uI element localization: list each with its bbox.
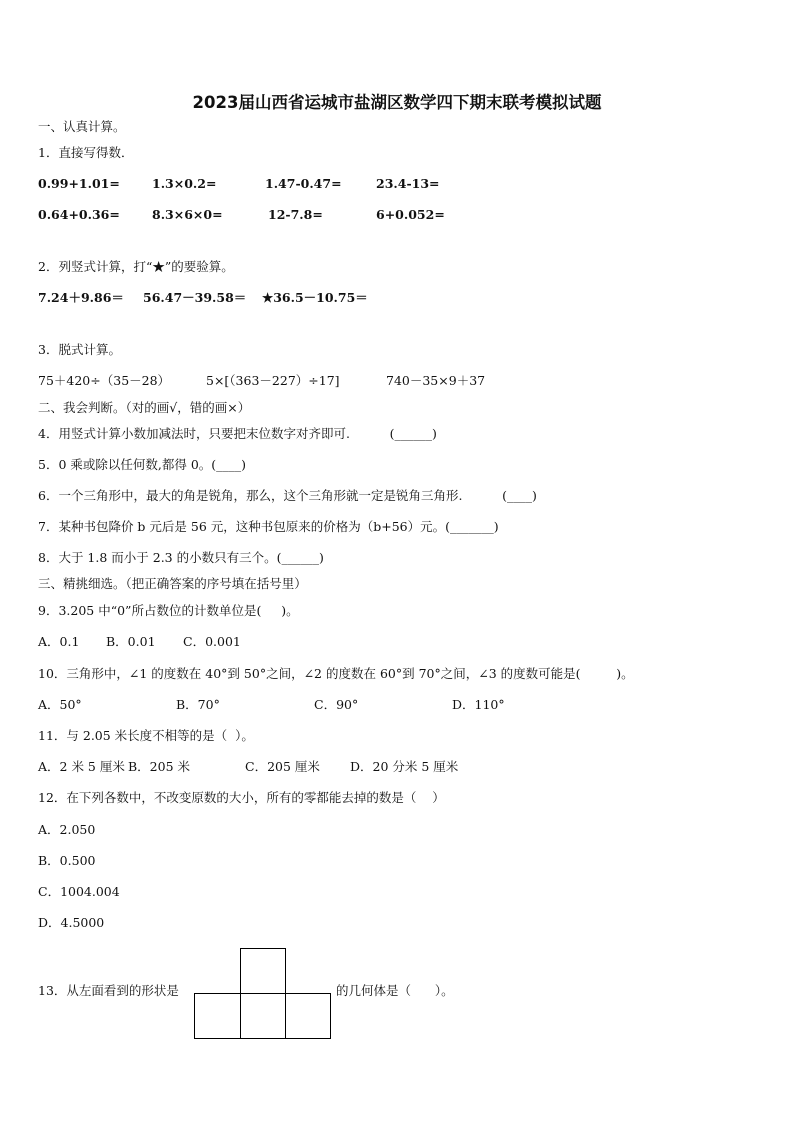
q9-stem: 9．3.205 中“0”所占数位的计数单位是( )。 — [38, 603, 299, 618]
square-face — [194, 993, 241, 1039]
section3-heading: 三、精挑细选。（把正确答案的序号填在括号里） — [38, 576, 307, 591]
q12-option: A．2.050 — [38, 822, 96, 837]
q6: 6．一个三角形中，最大的角是锐角，那么，这个三角形就一定是锐角三角形. (____) — [38, 488, 537, 503]
q3-item: 75＋420÷（35－28） — [38, 373, 171, 388]
section2-heading: 二、我会判断。（对的画√，错的画×） — [38, 400, 251, 415]
q12-option: D．4.5000 — [38, 915, 105, 930]
q3-stem: 3．脱式计算。 — [38, 342, 121, 357]
q9-option: A．0.1 — [38, 634, 80, 649]
q13-stem-after: 的几何体是（ ）。 — [336, 983, 454, 998]
q1-item: 23.4-13= — [376, 176, 440, 191]
q2-stem: 2．列竖式计算，打“★”的要验算。 — [38, 259, 234, 274]
q12-stem: 12．在下列各数中，不改变原数的大小，所有的零都能去掉的数是（ ） — [38, 790, 445, 805]
section1-heading: 一、认真计算。 — [38, 119, 126, 134]
q11-option: B．205 米 — [128, 759, 191, 774]
q1-item: 8.3×6×0= — [152, 207, 223, 222]
square-face — [240, 948, 286, 994]
q10-option: B．70° — [176, 697, 220, 712]
q1-item: 0.64+0.36= — [38, 207, 120, 222]
q4: 4．用竖式计算小数加减法时，只要把末位数字对齐即可. (______) — [38, 426, 437, 441]
q8: 8．大于 1.8 而小于 2.3 的小数只有三个。(______) — [38, 550, 324, 565]
q3-item: 740－35×9＋37 — [386, 373, 486, 388]
q13-stem-before: 13．从左面看到的形状是 — [38, 983, 179, 998]
q2-item: ★36.5－10.75＝ — [262, 290, 368, 305]
q10-option: A．50° — [38, 697, 82, 712]
q12-option: B．0.500 — [38, 853, 96, 868]
q9-option: C．0.001 — [183, 634, 241, 649]
q9-option: B．0.01 — [106, 634, 156, 649]
square-face — [285, 993, 331, 1039]
q10-option: C．90° — [314, 697, 359, 712]
q1-item: 0.99+1.01= — [38, 176, 120, 191]
square-face — [240, 993, 286, 1039]
q2-item: 56.47－39.58＝ — [143, 290, 247, 305]
q2-item: 7.24＋9.86＝ — [38, 290, 124, 305]
q1-item: 1.47-0.47= — [265, 176, 342, 191]
q11-option: D．20 分米 5 厘米 — [350, 759, 459, 774]
q10-stem: 10．三角形中，∠1 的度数在 40°到 50°之间，∠2 的度数在 60°到 70°之间，∠3 的度数可能是( )。 — [38, 666, 634, 681]
q7: 7．某种书包降价 b 元后是 56 元，这种书包原来的价格为（b+56）元。(_______) — [38, 519, 499, 534]
q1-item: 12-7.8= — [268, 207, 323, 222]
page-title: 2023届山西省运城市盐湖区数学四下期末联考模拟试题 — [192, 93, 602, 112]
q3-item: 5×[（363－227）÷17] — [206, 373, 340, 388]
q11-option: A．2 米 5 厘米 — [38, 759, 125, 774]
q5: 5．0 乘或除以任何数,都得 0。(____) — [38, 457, 247, 472]
q1-item: 1.3×0.2= — [152, 176, 217, 191]
q10-option: D．110° — [452, 697, 505, 712]
q11-option: C．205 厘米 — [245, 759, 320, 774]
q1-stem: 1．直接写得数． — [38, 145, 134, 160]
q1-item: 6+0.052= — [376, 207, 445, 222]
q11-stem: 11．与 2.05 米长度不相等的是（ ）。 — [38, 728, 254, 743]
q12-option: C．1004.004 — [38, 884, 120, 899]
